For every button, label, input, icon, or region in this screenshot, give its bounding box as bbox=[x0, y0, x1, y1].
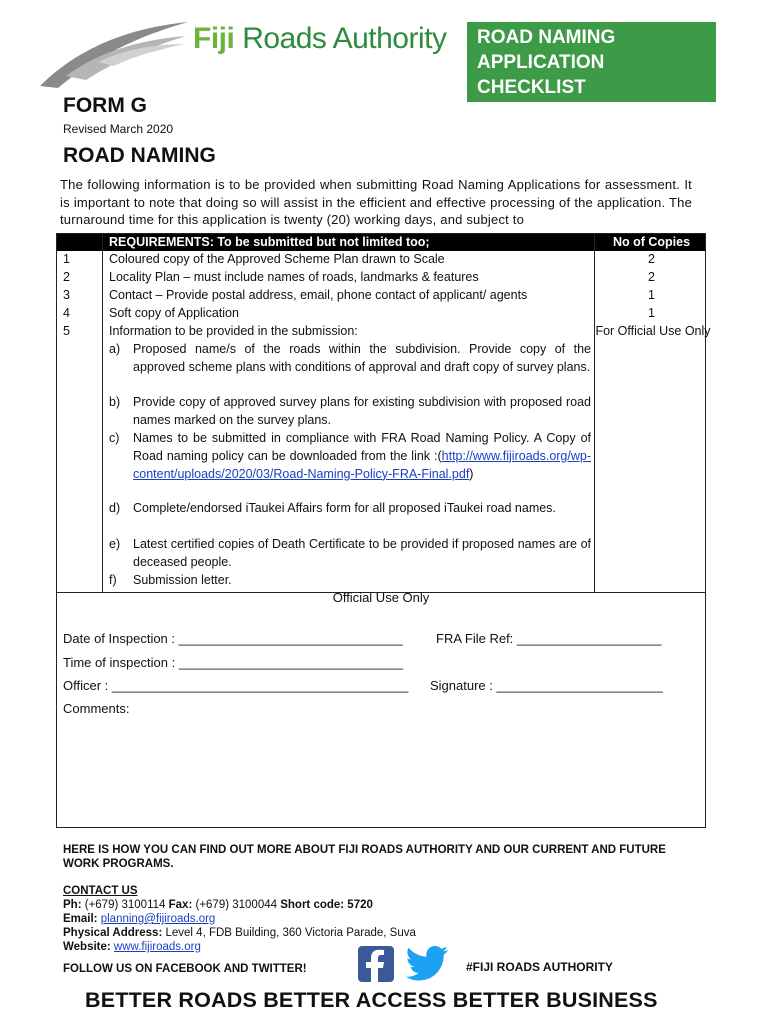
twitter-icon[interactable] bbox=[405, 946, 449, 982]
list-item: d) Complete/endorsed iTaukei Affairs form for all proposed iTaukei road names. bbox=[109, 501, 556, 515]
header-copies: No of Copies bbox=[612, 235, 691, 249]
fra-logo-swoosh-icon bbox=[38, 18, 188, 90]
requirements-table: REQUIREMENTS: To be submitted but not limited too; No of Copies 1 Coloured copy of the Approved Scheme Plan drawn to Scale 2 2 Locality Plan – must include names of roads, landmarks & features 2 3 Contact – Provide postal address, email, phone contact of applicant/ agents 1 4 Soft copy of Application 1 5 Information to be provided in the submission: For Official Use Only a) Proposed name/s of the roads within the subdivision. Provide copy of the approved scheme plans with conditions of approval and draft copy of survey plans. b) Provide copy of approved survey plans for existing subdivision with proposed road names marked on the survey plans. c) Names to be submitted in compliance with FRA Road Naming Policy. A Copy of Road naming policy can be downloaded from the link :(http://www.fijiroads.org/wp-content/uploads/2020/03/Road-Naming-Policy-FRA-Final.pdf) d) Complete/endorsed iTaukei Affairs form for all proposed iTaukei road names. e) Latest certified copies of Death Certificate to be provided if proposed names are of deceased people. f) Submission letter. bbox=[56, 233, 706, 593]
phone-line: Ph: (+679) 3100114 Fax: (+679) 3100044 Short code: 5720 bbox=[63, 899, 373, 911]
policy-link[interactable]: http://www.fijiroads.org/wp-content/uploads/2020/03/Road-Naming-Policy-FRA-Final.pdf bbox=[133, 448, 591, 481]
form-code: FORM G bbox=[63, 94, 147, 117]
time-of-inspection-field[interactable]: Time of inspection : _______________________________ bbox=[63, 655, 403, 670]
signature-field[interactable]: Signature : _______________________ bbox=[430, 678, 663, 693]
email-link[interactable]: planning@fijiroads.org bbox=[100, 913, 216, 925]
fra-file-ref-field[interactable]: FRA File Ref: ____________________ bbox=[436, 631, 662, 646]
table-header bbox=[57, 234, 705, 251]
contact-us-heading: CONTACT US bbox=[63, 885, 138, 897]
intro-paragraph: The following information is to be provided when submitting Road Naming Applications for assessment. It is important to note that doing so will assist in the efficient and effective processing of the application. The turnaround time for this application is twenty (20) working days, and subject to bbox=[60, 177, 692, 227]
email-line: Email: planning@fijiroads.org bbox=[63, 913, 216, 925]
list-item: e) Latest certified copies of Death Certificate to be provided if proposed names are of deceased people. bbox=[109, 537, 591, 569]
fra-logo-text: Fiji Roads Authority bbox=[193, 22, 447, 55]
hashtag-text: #FIJI ROADS AUTHORITY bbox=[466, 960, 613, 974]
list-item: f) Submission letter. bbox=[109, 573, 232, 587]
facebook-icon[interactable] bbox=[358, 946, 394, 982]
list-item: c) Names to be submitted in compliance with FRA Road Naming Policy. A Copy of Road naming policy can be downloaded from the link :(http://www.fijiroads.org/wp-content/uploads/2020/03/Road-Naming-Policy-FRA-Final.pdf) bbox=[109, 431, 591, 481]
list-item: b) Provide copy of approved survey plans for existing subdivision with proposed road names marked on the survey plans. bbox=[109, 395, 591, 427]
column-divider bbox=[102, 234, 103, 592]
officer-field[interactable]: Officer : _________________________________________ bbox=[63, 678, 409, 693]
checklist-title-box: ROAD NAMING APPLICATION CHECKLIST bbox=[467, 22, 716, 102]
official-use-box bbox=[56, 592, 706, 828]
revised-date: Revised March 2020 bbox=[63, 122, 174, 136]
follow-us-text: FOLLOW US ON FACEBOOK AND TWITTER! bbox=[63, 963, 307, 975]
page-title: ROAD NAMING bbox=[63, 144, 216, 167]
address-line: Physical Address: Level 4, FDB Building, 360 Victoria Parade, Suva bbox=[63, 927, 416, 939]
slogan: BETTER ROADS BETTER ACCESS BETTER BUSINESS bbox=[85, 988, 658, 1012]
official-use-title: Official Use Only bbox=[332, 590, 430, 605]
website-link[interactable]: www.fijiroads.org bbox=[113, 941, 201, 953]
list-item: a) Proposed name/s of the roads within the subdivision. Provide copy of the approved scheme plans with conditions of approval and draft copy of survey plans. bbox=[109, 342, 591, 374]
more-info-text: HERE IS HOW YOU CAN FIND OUT MORE ABOUT FIJI ROADS AUTHORITY AND OUR CURRENT AND FUTURE WORK PROGRAMS. bbox=[63, 844, 666, 870]
header-requirements: REQUIREMENTS: To be submitted but not limited too; bbox=[109, 235, 430, 249]
date-of-inspection-field[interactable]: Date of Inspection : _______________________________ bbox=[63, 631, 403, 646]
comments-field[interactable]: Comments: bbox=[63, 701, 130, 716]
website-line: Website: www.fijiroads.org bbox=[63, 941, 201, 953]
